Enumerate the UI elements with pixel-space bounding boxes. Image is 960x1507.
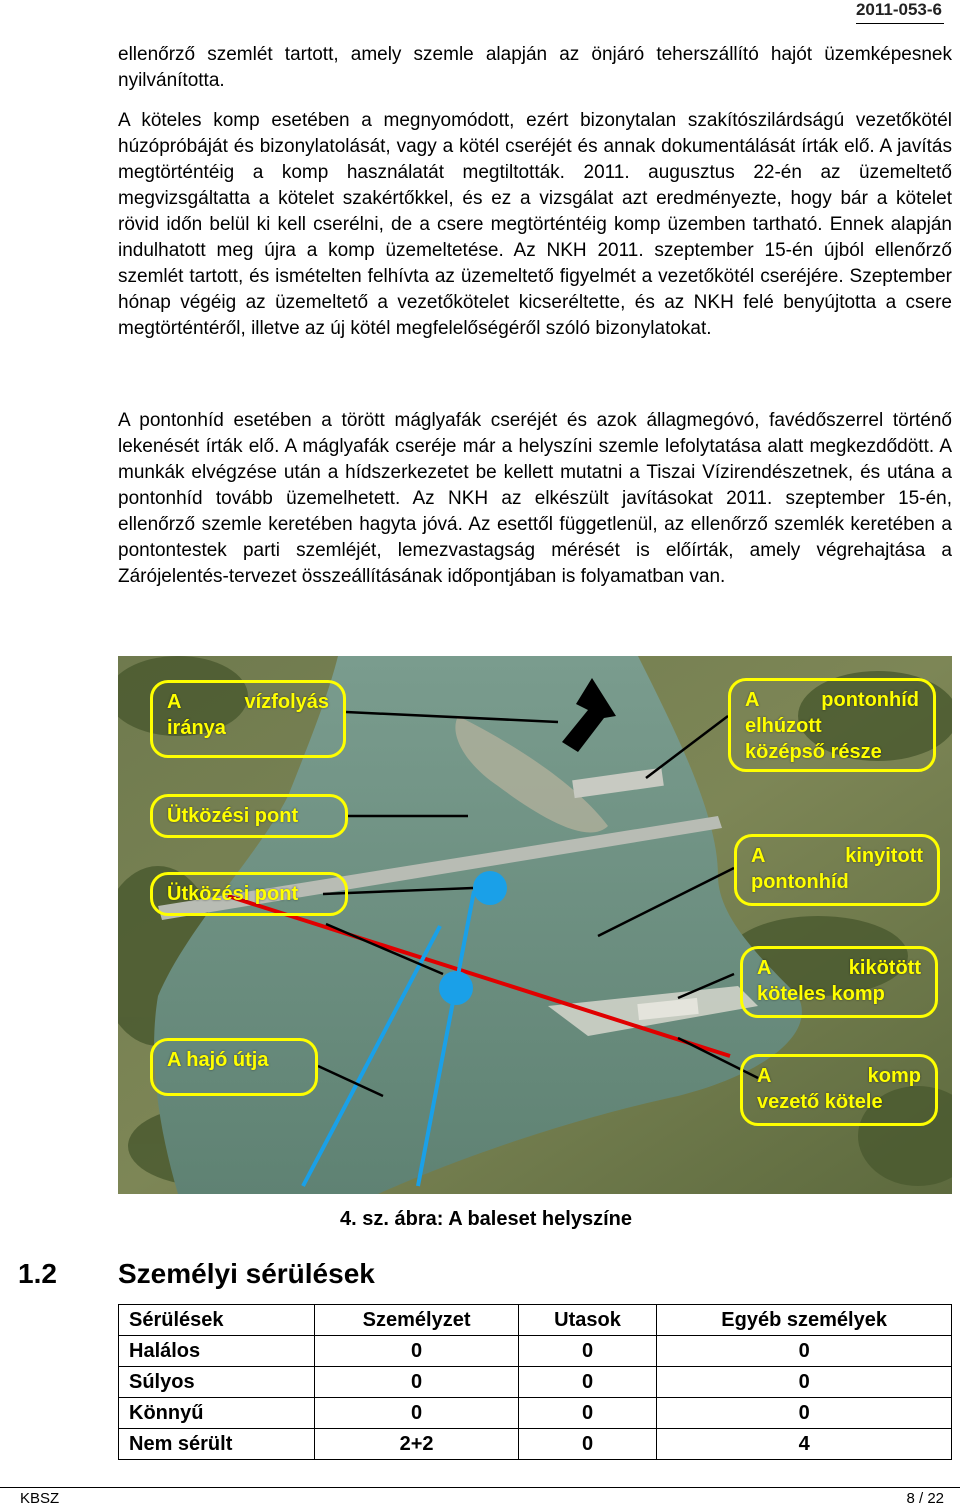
footer-organization: KBSZ: [20, 1490, 60, 1507]
accident-site-figure: [118, 656, 952, 1194]
header-cell: Sérülések: [119, 1305, 315, 1336]
paragraph-3: A pontonhíd esetében a törött máglyafák cseréjét és azok állagmegóvó, favédőszerrel történő lekenését írták elő. A máglyafák cseréje már a helyszíni szemle lefolytatása alatt megkezdődött. A munkák elvégzése után a hídszerkezetet be kellett mutatni a Tiszai Vízirendészetnek, és utána a pontonhíd tovább üzemelhetett. Az NKH az elkészült javításokat 2011. szeptember 15-én, ellenőrző szemle keretében hagyta jóvá. Az esettől függetlenül, az ellenőrző szemlék keretében a pontontestek parti szemléjét, lemezvastagság mérését is előírták, amely végrehajtása a Zárójelentés-tervezet összeállításának időpontjában is folyamatban van.: [118, 410, 952, 587]
callout-ship-path: A hajó útja: [150, 1038, 318, 1096]
table-row: [119, 1367, 952, 1398]
section-number: 1.2: [18, 1258, 57, 1289]
paragraph-2: A köteles komp esetében a megnyomódott, ezért bizonytalan szakítószilárdságú vezetőkötél húzópróbáját és bizonylatolását, vagy a kötél cseréjét és annak dokumentálását írták elő. A javítás megtörténtéig a komp használatát megtiltották. 2011. augusztus 22-én az üzemeltető megvizsgáltatta a kötelet szakértőkkel, és ez a vizsgálat azt eredményezte, hogy bár a kötelet rövid időn belül ki kell cserélni, de a csere megtörténtéig komp üzemben tartható. Ennek alapján indulhatott meg újra a komp üzemeltetése. Az NKH 2011. szeptember 15-én újból ellenőrző szemlét tartott, és ismételten felhívta az üzemeltető figyelmét a vezetőkötél cseréjére. Szeptember hónap végéig az üzemeltető a vezetőkötelet kicseréltette, és az NKH felé benyújtotta a csere megtörténtéről, illetve az új kötél megfelelőségéről szóló bizonylatokat.: [118, 110, 952, 339]
table-cell: 4: [657, 1429, 952, 1460]
paragraph-1: ellenőrző szemlét tartott, amely szemle alapján az önjáró teherszállító hajót üzemképesnek nyilvánította.: [118, 44, 952, 91]
table-cell: Halálos: [119, 1336, 315, 1367]
table-cell: 0: [315, 1336, 518, 1367]
section-heading: [18, 1258, 375, 1290]
table-header-row: [119, 1305, 952, 1336]
impact-point-upper: [473, 871, 507, 905]
table-row: [119, 1336, 952, 1367]
callout-pontoon-middle: A pontonhíd elhúzott középső része: [728, 678, 936, 772]
page-number: 8 / 22: [906, 1490, 944, 1507]
callout-ferry-cable: A komp vezető kötele: [740, 1054, 938, 1126]
header-cell: Egyéb személyek: [657, 1305, 952, 1336]
table-cell: 2+2: [315, 1429, 518, 1460]
header-cell: Személyzet: [315, 1305, 518, 1336]
callout-impact-point-2: Ütközési pont: [150, 872, 348, 916]
table-cell: 0: [657, 1398, 952, 1429]
table-cell: Nem sérült: [119, 1429, 315, 1460]
table-cell: 0: [657, 1367, 952, 1398]
header-cell: Utasok: [518, 1305, 656, 1336]
table-cell: 0: [315, 1398, 518, 1429]
table-cell: 0: [518, 1336, 656, 1367]
callout-impact-point-1: Ütközési pont: [150, 794, 348, 838]
callout-opened-pontoon: A kinyitott pontonhíd: [734, 834, 940, 906]
section-title: Személyi sérülések: [118, 1258, 375, 1289]
table-row: [119, 1398, 952, 1429]
table-cell: 0: [315, 1367, 518, 1398]
table-cell: 0: [518, 1429, 656, 1460]
table-cell: Könnyű: [119, 1398, 315, 1429]
figure-caption: 4. sz. ábra: A baleset helyszíne: [340, 1208, 632, 1230]
injury-table: [118, 1304, 952, 1460]
impact-point-lower: [439, 971, 473, 1005]
table-cell: 0: [518, 1367, 656, 1398]
callout-moored-ferry: A kikötött köteles komp: [740, 946, 938, 1018]
table-row: [119, 1429, 952, 1460]
document-id: 2011-053-6: [856, 0, 944, 24]
callout-flow-direction: A vízfolyás iránya: [150, 680, 346, 758]
table-cell: 0: [518, 1398, 656, 1429]
table-cell: Súlyos: [119, 1367, 315, 1398]
table-cell: 0: [657, 1336, 952, 1367]
footer-divider: [0, 1487, 960, 1488]
